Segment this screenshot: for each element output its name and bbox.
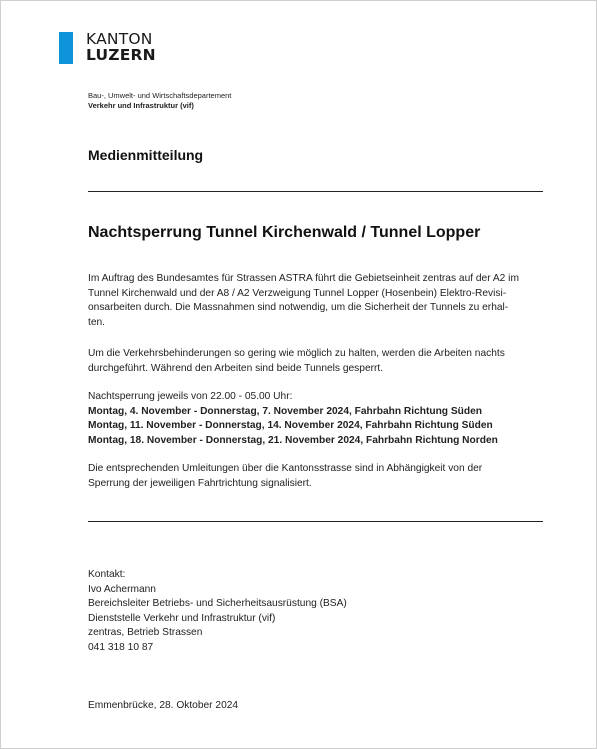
- schedule-item: Montag, 4. November - Donnerstag, 7. November 2024, Fahrbahn Richtung Süden: [88, 405, 482, 417]
- contact-phone: 041 318 10 87: [88, 641, 154, 653]
- paragraph-intro: [88, 272, 548, 330]
- logo-text: [86, 31, 156, 63]
- contact-org: zentras, Betrieb Strassen: [88, 627, 203, 639]
- paragraph-traffic: [88, 347, 548, 376]
- department-name: Bau-, Umwelt- und Wirtschaftsdepartement: [88, 91, 232, 100]
- schedule-block: [88, 390, 548, 448]
- logo-bar-icon: [59, 32, 73, 64]
- contact-unit: Dienststelle Verkehr und Infrastruktur (vif): [88, 612, 276, 624]
- document-heading: Medienmitteilung: [88, 147, 204, 163]
- contact-role: Bereichsleiter Betriebs- und Sicherheitsausrüstung (BSA): [88, 598, 347, 610]
- contact-block: [88, 568, 347, 656]
- department-unit: Verkehr und Infrastruktur (vif): [88, 101, 194, 110]
- logo-line-2: LUZERN: [86, 46, 156, 64]
- text-line: Im Auftrag des Bundesamtes für Strassen ASTRA führt die Gebietseinheit zentras auf der A2 im: [88, 273, 519, 284]
- logo-line-1: KANTON: [86, 30, 153, 48]
- text-line: Die entsprechenden Umleitungen über die Kantonsstrasse sind in Abhängigkeit von der: [88, 463, 483, 474]
- place-date: Emmenbrücke, 28. Oktober 2024: [88, 700, 239, 711]
- schedule-item: Montag, 11. November - Donnerstag, 14. November 2024, Fahrbahn Richtung Süden: [88, 420, 493, 431]
- department-block: [88, 91, 231, 111]
- contact-label: Kontakt:: [88, 569, 126, 580]
- divider-bottom: [88, 521, 543, 522]
- schedule-intro: Nachtsperrung jeweils von 22.00 - 05.00 Uhr:: [88, 391, 293, 402]
- text-line: onsarbeiten durch. Die Massnahmen sind notwendig, um die Sicherheit der Tunnels zu erhal-: [88, 302, 509, 313]
- text-line: durchgeführt. Während den Arbeiten sind beide Tunnels gesperrt.: [88, 362, 384, 374]
- schedule-item: Montag, 18. November - Donnerstag, 21. November 2024, Fahrbahn Richtung Norden: [88, 434, 498, 446]
- press-release-title: Nachtsperrung Tunnel Kirchenwald / Tunnel Lopper: [88, 224, 481, 241]
- divider-top: [88, 191, 543, 192]
- text-line: ten.: [88, 316, 105, 328]
- text-line: Tunnel Kirchenwald und der A8 / A2 Verzweigung Tunnel Lopper (Hosenbein) Elektro-Revisi-: [88, 287, 507, 299]
- text-line: Um die Verkehrsbehinderungen so gering wie möglich zu halten, werden die Arbeiten nachts: [88, 348, 505, 359]
- contact-name: Ivo Achermann: [88, 583, 156, 595]
- text-line: Sperrung der jeweiligen Fahrtrichtung signalisiert.: [88, 477, 312, 489]
- paragraph-detour: [88, 462, 548, 491]
